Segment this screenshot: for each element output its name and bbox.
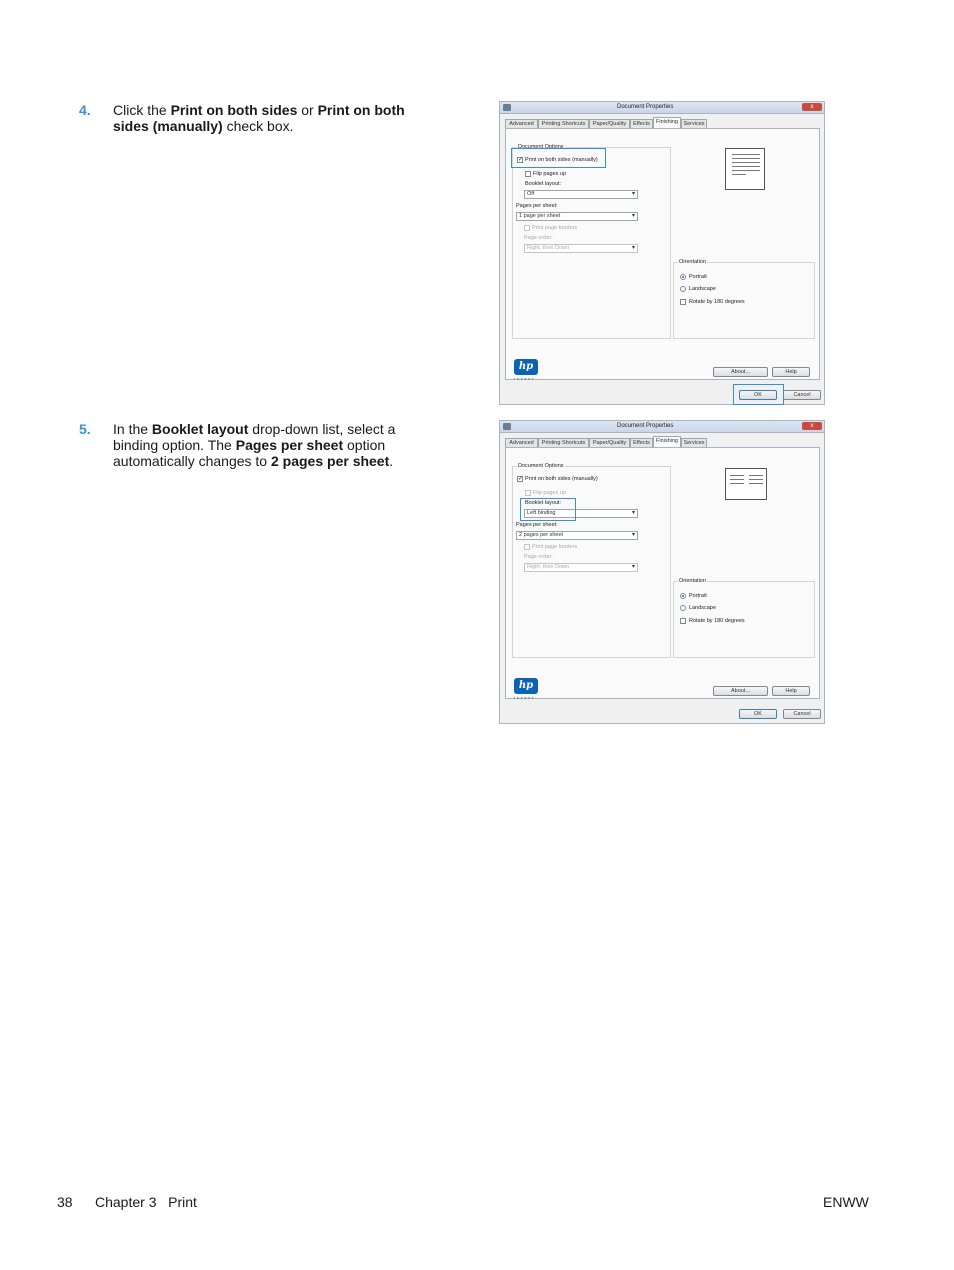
hp-logo: hp bbox=[514, 359, 538, 375]
flip-pages-label: Flip pages up bbox=[533, 171, 567, 177]
chapter-title: Chapter 3 Print bbox=[95, 1194, 197, 1210]
tab-advanced[interactable]: Advanced bbox=[505, 119, 538, 128]
tab-printing-shortcuts[interactable]: Printing Shortcuts bbox=[538, 119, 589, 128]
highlight-booklet-layout bbox=[520, 498, 576, 521]
page-order-label: Page order: bbox=[524, 554, 553, 560]
document-properties-dialog bbox=[499, 101, 825, 405]
pages-per-sheet-select[interactable]: 1 page per sheet ▾ bbox=[516, 212, 638, 221]
print-page-borders-checkbox[interactable] bbox=[524, 544, 530, 550]
step-number: 5. bbox=[79, 421, 91, 437]
print-both-sides-label: Print on both sides (manually) bbox=[525, 157, 598, 163]
booklet-layout-label: Booklet layout: bbox=[525, 181, 562, 187]
rotate-180-label: Rotate by 180 degrees bbox=[689, 618, 745, 624]
about-button[interactable]: About... bbox=[713, 686, 768, 696]
portrait-radio[interactable] bbox=[680, 274, 686, 280]
booklet-layout-label: Booklet layout: bbox=[525, 500, 562, 506]
rotate-180-checkbox[interactable] bbox=[680, 299, 686, 305]
ok-button[interactable]: OK bbox=[739, 709, 777, 719]
tab-finishing[interactable]: Finishing bbox=[653, 117, 681, 128]
hp-logo: hp bbox=[514, 678, 538, 694]
rotate-180-checkbox[interactable] bbox=[680, 618, 686, 624]
landscape-label: Landscape bbox=[689, 286, 716, 292]
close-button[interactable]: x bbox=[802, 103, 822, 111]
step-text-bold: 2 pages per sheet bbox=[270, 453, 390, 469]
tab-advanced[interactable]: Advanced bbox=[505, 438, 538, 447]
tab-services[interactable]: Services bbox=[681, 119, 707, 128]
flip-pages-label: Flip pages up bbox=[533, 490, 567, 496]
highlight-ok-button bbox=[733, 384, 784, 405]
step-text bbox=[113, 421, 423, 469]
orientation-label: Orientation bbox=[679, 259, 706, 265]
page-preview-image bbox=[725, 148, 765, 190]
page-order-select[interactable]: Right, then Down ▾ bbox=[524, 244, 638, 253]
document-options-label: Document Options bbox=[518, 144, 564, 150]
booklet-preview-image bbox=[725, 468, 767, 500]
highlight-print-both-sides bbox=[511, 148, 606, 168]
cancel-button[interactable]: Cancel bbox=[783, 709, 821, 719]
pages-per-sheet-label: Pages per sheet: bbox=[516, 203, 558, 209]
ok-button[interactable]: OK bbox=[739, 390, 777, 400]
step-number: 4. bbox=[79, 102, 91, 118]
help-button[interactable]: Help bbox=[772, 367, 810, 377]
portrait-radio[interactable] bbox=[680, 593, 686, 599]
hp-invent-text: invent bbox=[514, 377, 536, 381]
page-number: 38 bbox=[57, 1194, 73, 1210]
step-text-bold: Pages per sheet bbox=[235, 437, 344, 453]
step-text-run: . bbox=[389, 453, 394, 469]
tab-printing-shortcuts[interactable]: Printing Shortcuts bbox=[538, 438, 589, 447]
tab-paper-quality[interactable]: Paper/Quality bbox=[589, 119, 630, 128]
print-page-borders-label: Print page borders bbox=[532, 544, 578, 550]
portrait-label: Portrait bbox=[689, 593, 707, 599]
step-text-bold: Print on both sides (manually) bbox=[113, 102, 405, 134]
step-text-run: or bbox=[297, 102, 318, 118]
document-properties-dialog bbox=[499, 420, 825, 724]
dialog-title: Document Properties bbox=[617, 104, 674, 110]
booklet-layout-select[interactable]: Off ▾ bbox=[524, 190, 638, 199]
print-page-borders-label: Print page borders bbox=[532, 225, 578, 231]
tab-services[interactable]: Services bbox=[681, 438, 707, 447]
print-both-sides-checkbox[interactable] bbox=[517, 476, 523, 482]
step-text bbox=[113, 102, 423, 134]
page-order-select[interactable]: Right, then Down ▾ bbox=[524, 563, 638, 572]
dialog-titlebar bbox=[500, 421, 824, 433]
dialog-title: Document Properties bbox=[617, 423, 674, 429]
dialog-titlebar bbox=[500, 102, 824, 114]
tab-paper-quality[interactable]: Paper/Quality bbox=[589, 438, 630, 447]
rotate-180-label: Rotate by 180 degrees bbox=[689, 299, 745, 305]
step-text-run: check box. bbox=[222, 118, 294, 134]
step-text-run: option automatically changes to bbox=[113, 437, 386, 469]
printer-icon bbox=[503, 423, 511, 430]
portrait-label: Portrait bbox=[689, 274, 707, 280]
flip-pages-checkbox[interactable] bbox=[525, 490, 531, 496]
close-button[interactable]: x bbox=[802, 422, 822, 430]
print-both-sides-label: Print on both sides (manually) bbox=[525, 476, 598, 482]
pages-per-sheet-select[interactable]: 2 pages per sheet ▾ bbox=[516, 531, 638, 540]
help-button[interactable]: Help bbox=[772, 686, 810, 696]
step-text-run: In the bbox=[113, 421, 152, 437]
finishing-panel bbox=[505, 447, 820, 699]
tab-finishing[interactable]: Finishing bbox=[653, 436, 681, 447]
footer-right: ENWW bbox=[823, 1194, 869, 1210]
booklet-layout-select[interactable]: Left binding ▾ bbox=[524, 509, 638, 518]
pages-per-sheet-label: Pages per sheet: bbox=[516, 522, 558, 528]
about-button[interactable]: About... bbox=[713, 367, 768, 377]
landscape-radio[interactable] bbox=[680, 286, 686, 292]
step-text-run: Click the bbox=[113, 102, 171, 118]
flip-pages-checkbox[interactable] bbox=[525, 171, 531, 177]
step-text-bold: Print on both sides bbox=[170, 102, 298, 118]
page-order-label: Page order: bbox=[524, 235, 553, 241]
step-text-bold: Booklet layout bbox=[151, 421, 249, 437]
tab-effects[interactable]: Effects bbox=[630, 438, 653, 447]
hp-invent-text: invent bbox=[514, 696, 536, 700]
step-text-run: drop-down list, select a binding option. The bbox=[113, 421, 396, 453]
print-page-borders-checkbox[interactable] bbox=[524, 225, 530, 231]
landscape-radio[interactable] bbox=[680, 605, 686, 611]
document-options-label: Document Options bbox=[518, 463, 564, 469]
printer-icon bbox=[503, 104, 511, 111]
orientation-label: Orientation bbox=[679, 578, 706, 584]
cancel-button[interactable]: Cancel bbox=[783, 390, 821, 400]
landscape-label: Landscape bbox=[689, 605, 716, 611]
tab-effects[interactable]: Effects bbox=[630, 119, 653, 128]
